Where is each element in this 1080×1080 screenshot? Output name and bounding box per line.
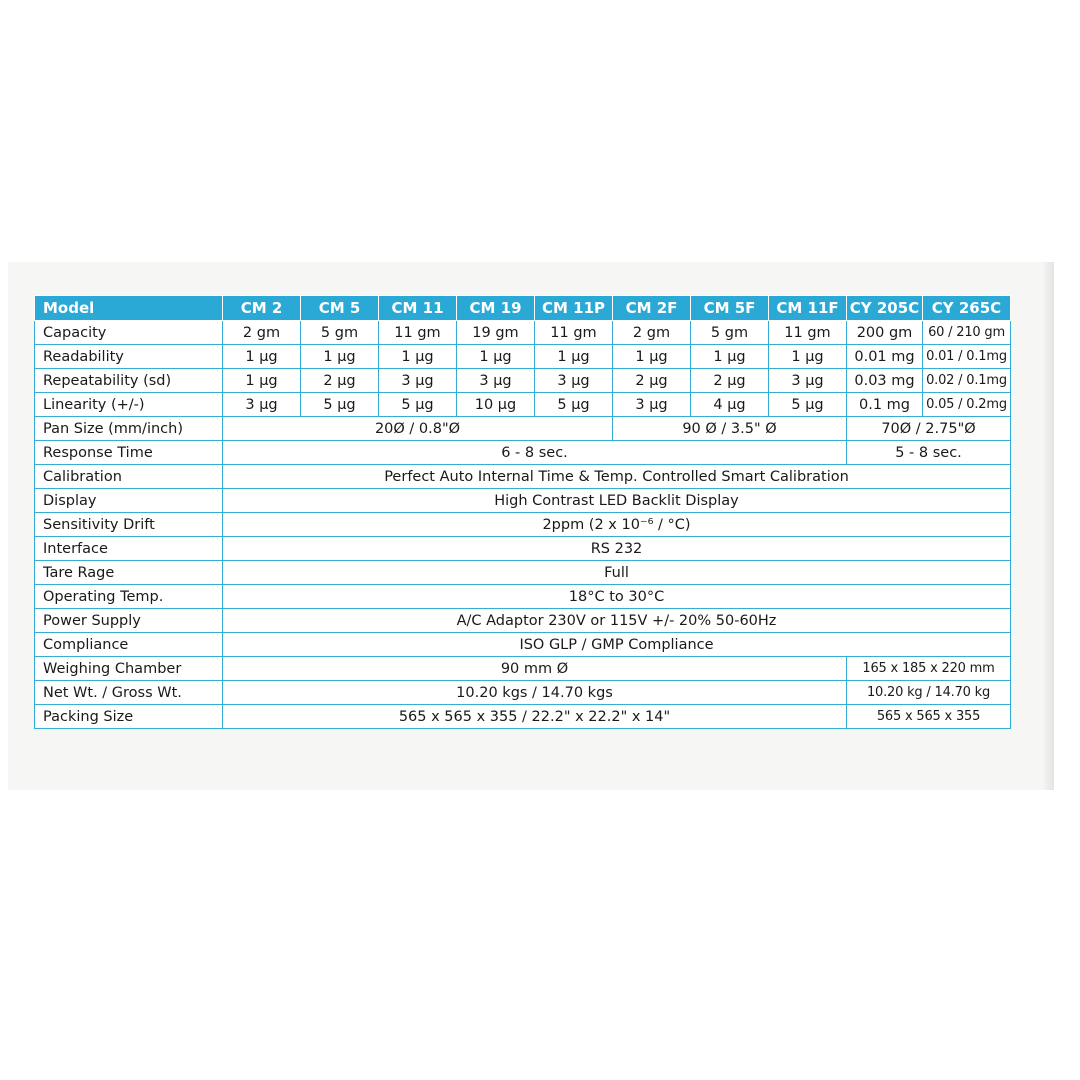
table-row — [35, 369, 1011, 393]
table-cell: Perfect Auto Internal Time & Temp. Controlled Smart Calibration — [223, 465, 1011, 489]
table-row — [35, 321, 1011, 345]
table-cell: 18°C to 30°C — [223, 585, 1011, 609]
table-cell: 10.20 kg / 14.70 kg — [847, 681, 1011, 705]
table-row — [35, 417, 1011, 441]
table-cell: 1 µg — [769, 345, 847, 369]
row-label: Capacity — [35, 321, 223, 345]
header-cm11p: CM 11P — [535, 296, 613, 321]
table-cell: 20Ø / 0.8"Ø — [223, 417, 613, 441]
header-cm5f: CM 5F — [691, 296, 769, 321]
row-label: Power Supply — [35, 609, 223, 633]
table-cell: 0.01 / 0.1mg — [923, 345, 1011, 369]
table-cell: 90 Ø / 3.5" Ø — [613, 417, 847, 441]
table-cell: 1 µg — [535, 345, 613, 369]
row-label: Interface — [35, 537, 223, 561]
row-label: Calibration — [35, 465, 223, 489]
header-cm11: CM 11 — [379, 296, 457, 321]
table-cell: Full — [223, 561, 1011, 585]
table-row — [35, 681, 1011, 705]
table-cell: 1 µg — [691, 345, 769, 369]
table-cell: 2 gm — [223, 321, 301, 345]
row-label: Linearity (+/-) — [35, 393, 223, 417]
table-row — [35, 489, 1011, 513]
row-label: Display — [35, 489, 223, 513]
row-label: Pan Size (mm/inch) — [35, 417, 223, 441]
table-row — [35, 585, 1011, 609]
table-row — [35, 561, 1011, 585]
table-cell: A/C Adaptor 230V or 115V +/- 20% 50-60Hz — [223, 609, 1011, 633]
table-row — [35, 345, 1011, 369]
row-label: Compliance — [35, 633, 223, 657]
header-cm5: CM 5 — [301, 296, 379, 321]
table-cell: 5 gm — [301, 321, 379, 345]
table-row — [35, 657, 1011, 681]
table-cell: 1 µg — [223, 369, 301, 393]
row-label: Weighing Chamber — [35, 657, 223, 681]
table-cell: 3 µg — [379, 369, 457, 393]
row-label: Packing Size — [35, 705, 223, 729]
table-cell: 1 µg — [457, 345, 535, 369]
table-cell: 11 gm — [769, 321, 847, 345]
table-row — [35, 393, 1011, 417]
table-cell: 5 - 8 sec. — [847, 441, 1011, 465]
table-cell: 3 µg — [769, 369, 847, 393]
table-cell: 0.02 / 0.1mg — [923, 369, 1011, 393]
table-cell: 19 gm — [457, 321, 535, 345]
table-cell: 10.20 kgs / 14.70 kgs — [223, 681, 847, 705]
table-cell: 3 µg — [613, 393, 691, 417]
table-cell: 2 µg — [613, 369, 691, 393]
table-cell: 11 gm — [379, 321, 457, 345]
header-cy265c: CY 265C — [923, 296, 1011, 321]
table-cell: 6 - 8 sec. — [223, 441, 847, 465]
table-cell: 5 gm — [691, 321, 769, 345]
table-row — [35, 537, 1011, 561]
table-cell: ISO GLP / GMP Compliance — [223, 633, 1011, 657]
table-cell: 70Ø / 2.75"Ø — [847, 417, 1011, 441]
table-cell: 200 gm — [847, 321, 923, 345]
table-cell: 0.03 mg — [847, 369, 923, 393]
row-label: Readability — [35, 345, 223, 369]
table-cell: 3 µg — [535, 369, 613, 393]
row-label: Response Time — [35, 441, 223, 465]
table-cell: 1 µg — [379, 345, 457, 369]
table-cell: High Contrast LED Backlit Display — [223, 489, 1011, 513]
table-cell: 2 µg — [301, 369, 379, 393]
table-cell: 5 µg — [535, 393, 613, 417]
table-cell: 565 x 565 x 355 / 22.2" x 22.2" x 14" — [223, 705, 847, 729]
table-cell: 10 µg — [457, 393, 535, 417]
table-cell: 11 gm — [535, 321, 613, 345]
table-cell: 2ppm (2 x 10⁻⁶ / °C) — [223, 513, 1011, 537]
table-row — [35, 609, 1011, 633]
header-cm11f: CM 11F — [769, 296, 847, 321]
table-cell: RS 232 — [223, 537, 1011, 561]
table-cell: 565 x 565 x 355 — [847, 705, 1011, 729]
table-cell: 165 x 185 x 220 mm — [847, 657, 1011, 681]
header-row — [35, 296, 1011, 321]
header-cy205c: CY 205C — [847, 296, 923, 321]
table-cell: 0.05 / 0.2mg — [923, 393, 1011, 417]
table-cell: 3 µg — [457, 369, 535, 393]
table-cell: 5 µg — [301, 393, 379, 417]
table-cell: 0.01 mg — [847, 345, 923, 369]
row-label: Tare Rage — [35, 561, 223, 585]
table-row — [35, 633, 1011, 657]
table-row — [35, 441, 1011, 465]
table-row — [35, 705, 1011, 729]
row-label: Operating Temp. — [35, 585, 223, 609]
header-cm2: CM 2 — [223, 296, 301, 321]
table-cell: 1 µg — [301, 345, 379, 369]
table-cell: 5 µg — [769, 393, 847, 417]
table-row — [35, 465, 1011, 489]
table-cell: 60 / 210 gm — [923, 321, 1011, 345]
table-cell: 0.1 mg — [847, 393, 923, 417]
row-label: Sensitivity Drift — [35, 513, 223, 537]
table-cell: 2 gm — [613, 321, 691, 345]
table-cell: 5 µg — [379, 393, 457, 417]
table-cell: 3 µg — [223, 393, 301, 417]
table-cell: 4 µg — [691, 393, 769, 417]
header-model: Model — [35, 296, 223, 321]
table-cell: 1 µg — [613, 345, 691, 369]
table-row — [35, 513, 1011, 537]
spec-table — [34, 295, 1011, 729]
row-label: Net Wt. / Gross Wt. — [35, 681, 223, 705]
table-cell: 1 µg — [223, 345, 301, 369]
page-edge — [1044, 262, 1054, 790]
header-cm2f: CM 2F — [613, 296, 691, 321]
row-label: Repeatability (sd) — [35, 369, 223, 393]
table-cell: 90 mm Ø — [223, 657, 847, 681]
table-cell: 2 µg — [691, 369, 769, 393]
header-cm19: CM 19 — [457, 296, 535, 321]
